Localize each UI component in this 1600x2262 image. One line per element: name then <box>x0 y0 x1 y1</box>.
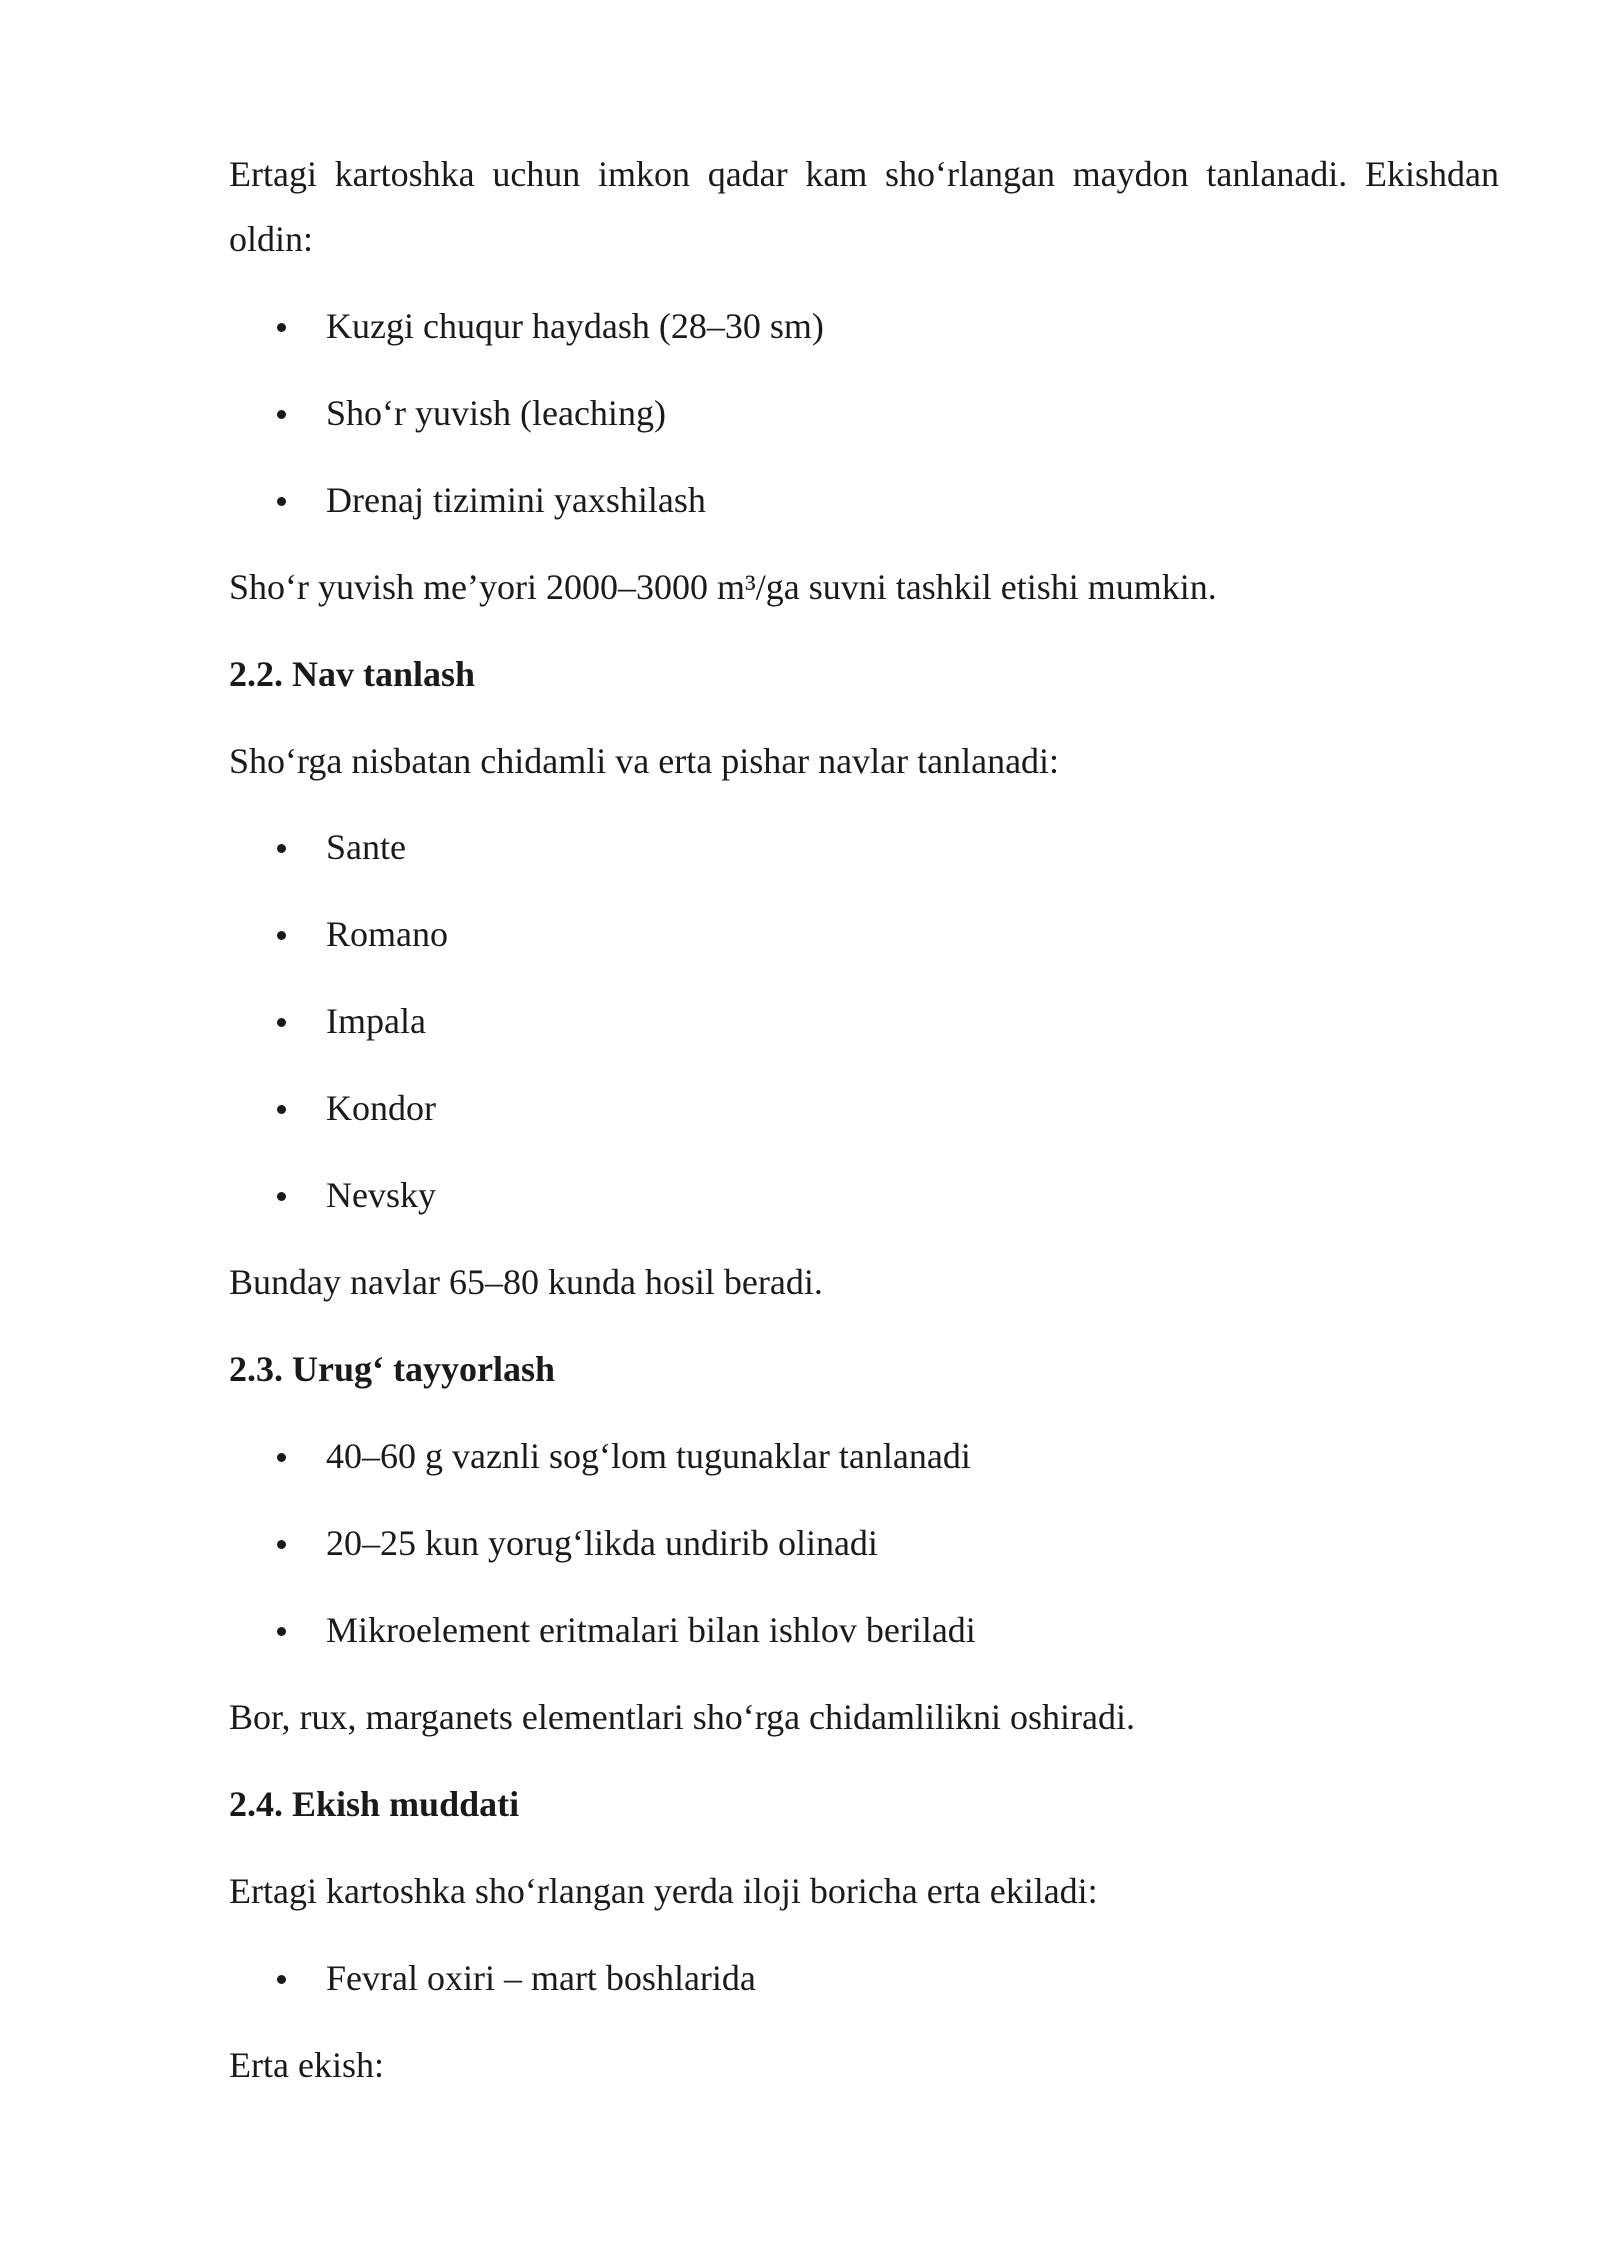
list-item <box>0 294 1600 359</box>
list-item-text: Kondor <box>326 1088 436 1128</box>
bullet-icon <box>277 497 286 506</box>
bullet-icon <box>277 1192 286 1201</box>
list-item-text: Kuzgi chuqur haydash (28–30 sm) <box>326 306 824 346</box>
list-item <box>0 902 1600 967</box>
section-heading-2-2: 2.2. Nav tanlash <box>229 654 476 694</box>
list-item <box>0 1163 1600 1228</box>
list-item-text: Fevral oxiri – mart boshlarida <box>326 1958 756 1998</box>
list-item <box>0 1511 1600 1576</box>
section-2-3-note: Bor, rux, marganets elementlari sho‘rga chidamlilikni oshiradi. <box>229 1697 1136 1737</box>
section-2-2-note: Bunday navlar 65–80 kunda hosil beradi. <box>229 1262 823 1302</box>
list-item-text: Impala <box>326 1001 426 1041</box>
list-item-text: Sante <box>326 827 406 867</box>
list-item <box>0 989 1600 1054</box>
bullet-icon <box>277 1018 286 1027</box>
list-item-text: Drenaj tizimini yaxshilash <box>326 480 706 520</box>
bullet-icon <box>277 1627 286 1636</box>
list-item <box>0 815 1600 880</box>
bullet-icon <box>277 323 286 332</box>
list-item <box>0 381 1600 446</box>
leaching-note: Sho‘r yuvish me’yori 2000–3000 m³/ga suvni tashkil etishi mumkin. <box>229 567 1217 607</box>
section-heading-2-3: 2.3. Urug‘ tayyorlash <box>229 1349 555 1389</box>
list-item-text: Nevsky <box>326 1175 436 1215</box>
intro-paragraph: Ertagi kartoshka uchun imkon qadar kam sho‘rlangan maydon tanlanadi. Ekishdan oldin: <box>229 154 1499 259</box>
bullet-icon <box>277 1540 286 1549</box>
bullet-icon <box>277 410 286 419</box>
list-item-text: Sho‘r yuvish (leaching) <box>326 393 666 433</box>
section-2-4-intro: Ertagi kartoshka sho‘rlangan yerda iloji boricha erta ekiladi: <box>229 1871 1098 1911</box>
section-heading-2-4: 2.4. Ekish muddati <box>229 1784 520 1824</box>
bullet-icon <box>277 931 286 940</box>
list-item <box>0 1076 1600 1141</box>
bullet-icon <box>277 1453 286 1462</box>
list-item <box>0 1598 1600 1663</box>
list-item <box>0 1946 1600 2011</box>
section-2-4-closing: Erta ekish: <box>229 2045 384 2085</box>
list-item-text: Romano <box>326 914 448 954</box>
list-item-text: 20–25 kun yorug‘likda undirib olinadi <box>326 1523 878 1563</box>
list-item <box>0 1424 1600 1489</box>
bullet-icon <box>277 844 286 853</box>
bullet-icon <box>277 1105 286 1114</box>
bullet-icon <box>277 1975 286 1984</box>
list-item <box>0 468 1600 533</box>
list-item-text: Mikroelement eritmalari bilan ishlov beriladi <box>326 1610 976 1650</box>
section-2-2-intro: Sho‘rga nisbatan chidamli va erta pishar navlar tanlanadi: <box>229 741 1060 781</box>
list-item-text: 40–60 g vaznli sog‘lom tugunaklar tanlanadi <box>326 1436 971 1476</box>
